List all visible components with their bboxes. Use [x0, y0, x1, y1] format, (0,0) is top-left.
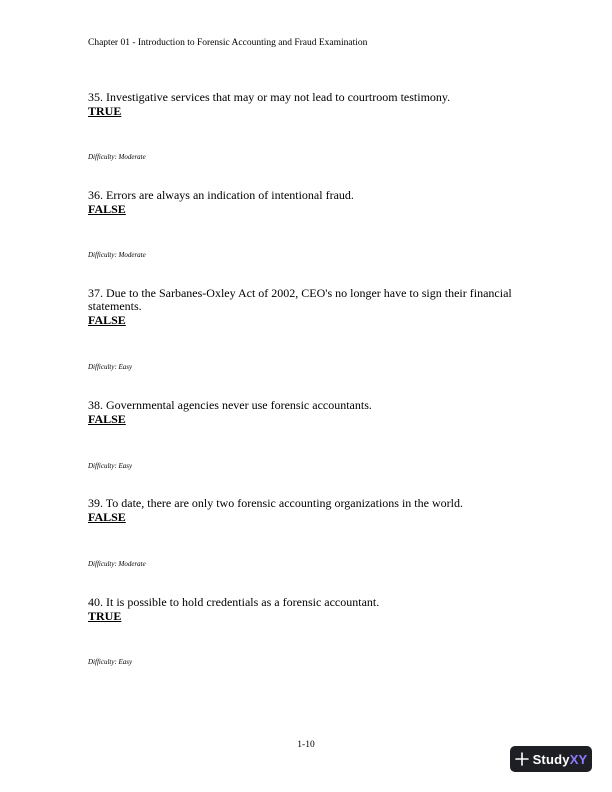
question-item: [88, 91, 528, 118]
question-text: 36. Errors are always an indication of intentional fraud.: [88, 188, 354, 202]
question-answer: FALSE: [88, 202, 126, 216]
question-text: 40. It is possible to hold credentials as a forensic accountant.: [88, 595, 380, 609]
question-item: [88, 189, 528, 216]
badge-brand-main: Study: [532, 751, 570, 767]
plus-icon: [515, 752, 529, 766]
question-text: 38. Governmental agencies never use forensic accountants.: [88, 398, 372, 412]
question-answer: TRUE: [88, 104, 122, 118]
question-difficulty: Difficulty: Moderate: [88, 153, 146, 161]
question-difficulty: Difficulty: Easy: [88, 658, 133, 666]
question-answer: FALSE: [88, 313, 126, 327]
badge-brand-accent: XY: [569, 751, 588, 767]
question-item: [88, 287, 528, 327]
question-difficulty: Difficulty: Easy: [88, 462, 133, 470]
question-difficulty: Difficulty: Moderate: [88, 251, 146, 259]
question-item: [88, 497, 528, 524]
question-difficulty: Difficulty: Easy: [88, 363, 133, 371]
question-answer: TRUE: [88, 609, 122, 623]
page-header: Chapter 01 - Introduction to Forensic Accounting and Fraud Examination: [88, 38, 368, 48]
badge-label: [533, 752, 588, 767]
question-answer: FALSE: [88, 510, 126, 524]
page-number: 1-10: [297, 740, 315, 750]
question-text: 39. To date, there are only two forensic accounting organizations in the world.: [88, 496, 463, 510]
question-text: 37. Due to the Sarbanes-Oxley Act of 2002, CEO's no longer have to sign their financial statements.: [88, 286, 512, 313]
question-item: [88, 399, 528, 426]
studyxy-badge[interactable]: [510, 746, 592, 772]
question-answer: FALSE: [88, 412, 126, 426]
question-item: [88, 596, 528, 623]
question-text: 35. Investigative services that may or may not lead to courtroom testimony.: [88, 90, 451, 104]
question-difficulty: Difficulty: Moderate: [88, 560, 146, 568]
